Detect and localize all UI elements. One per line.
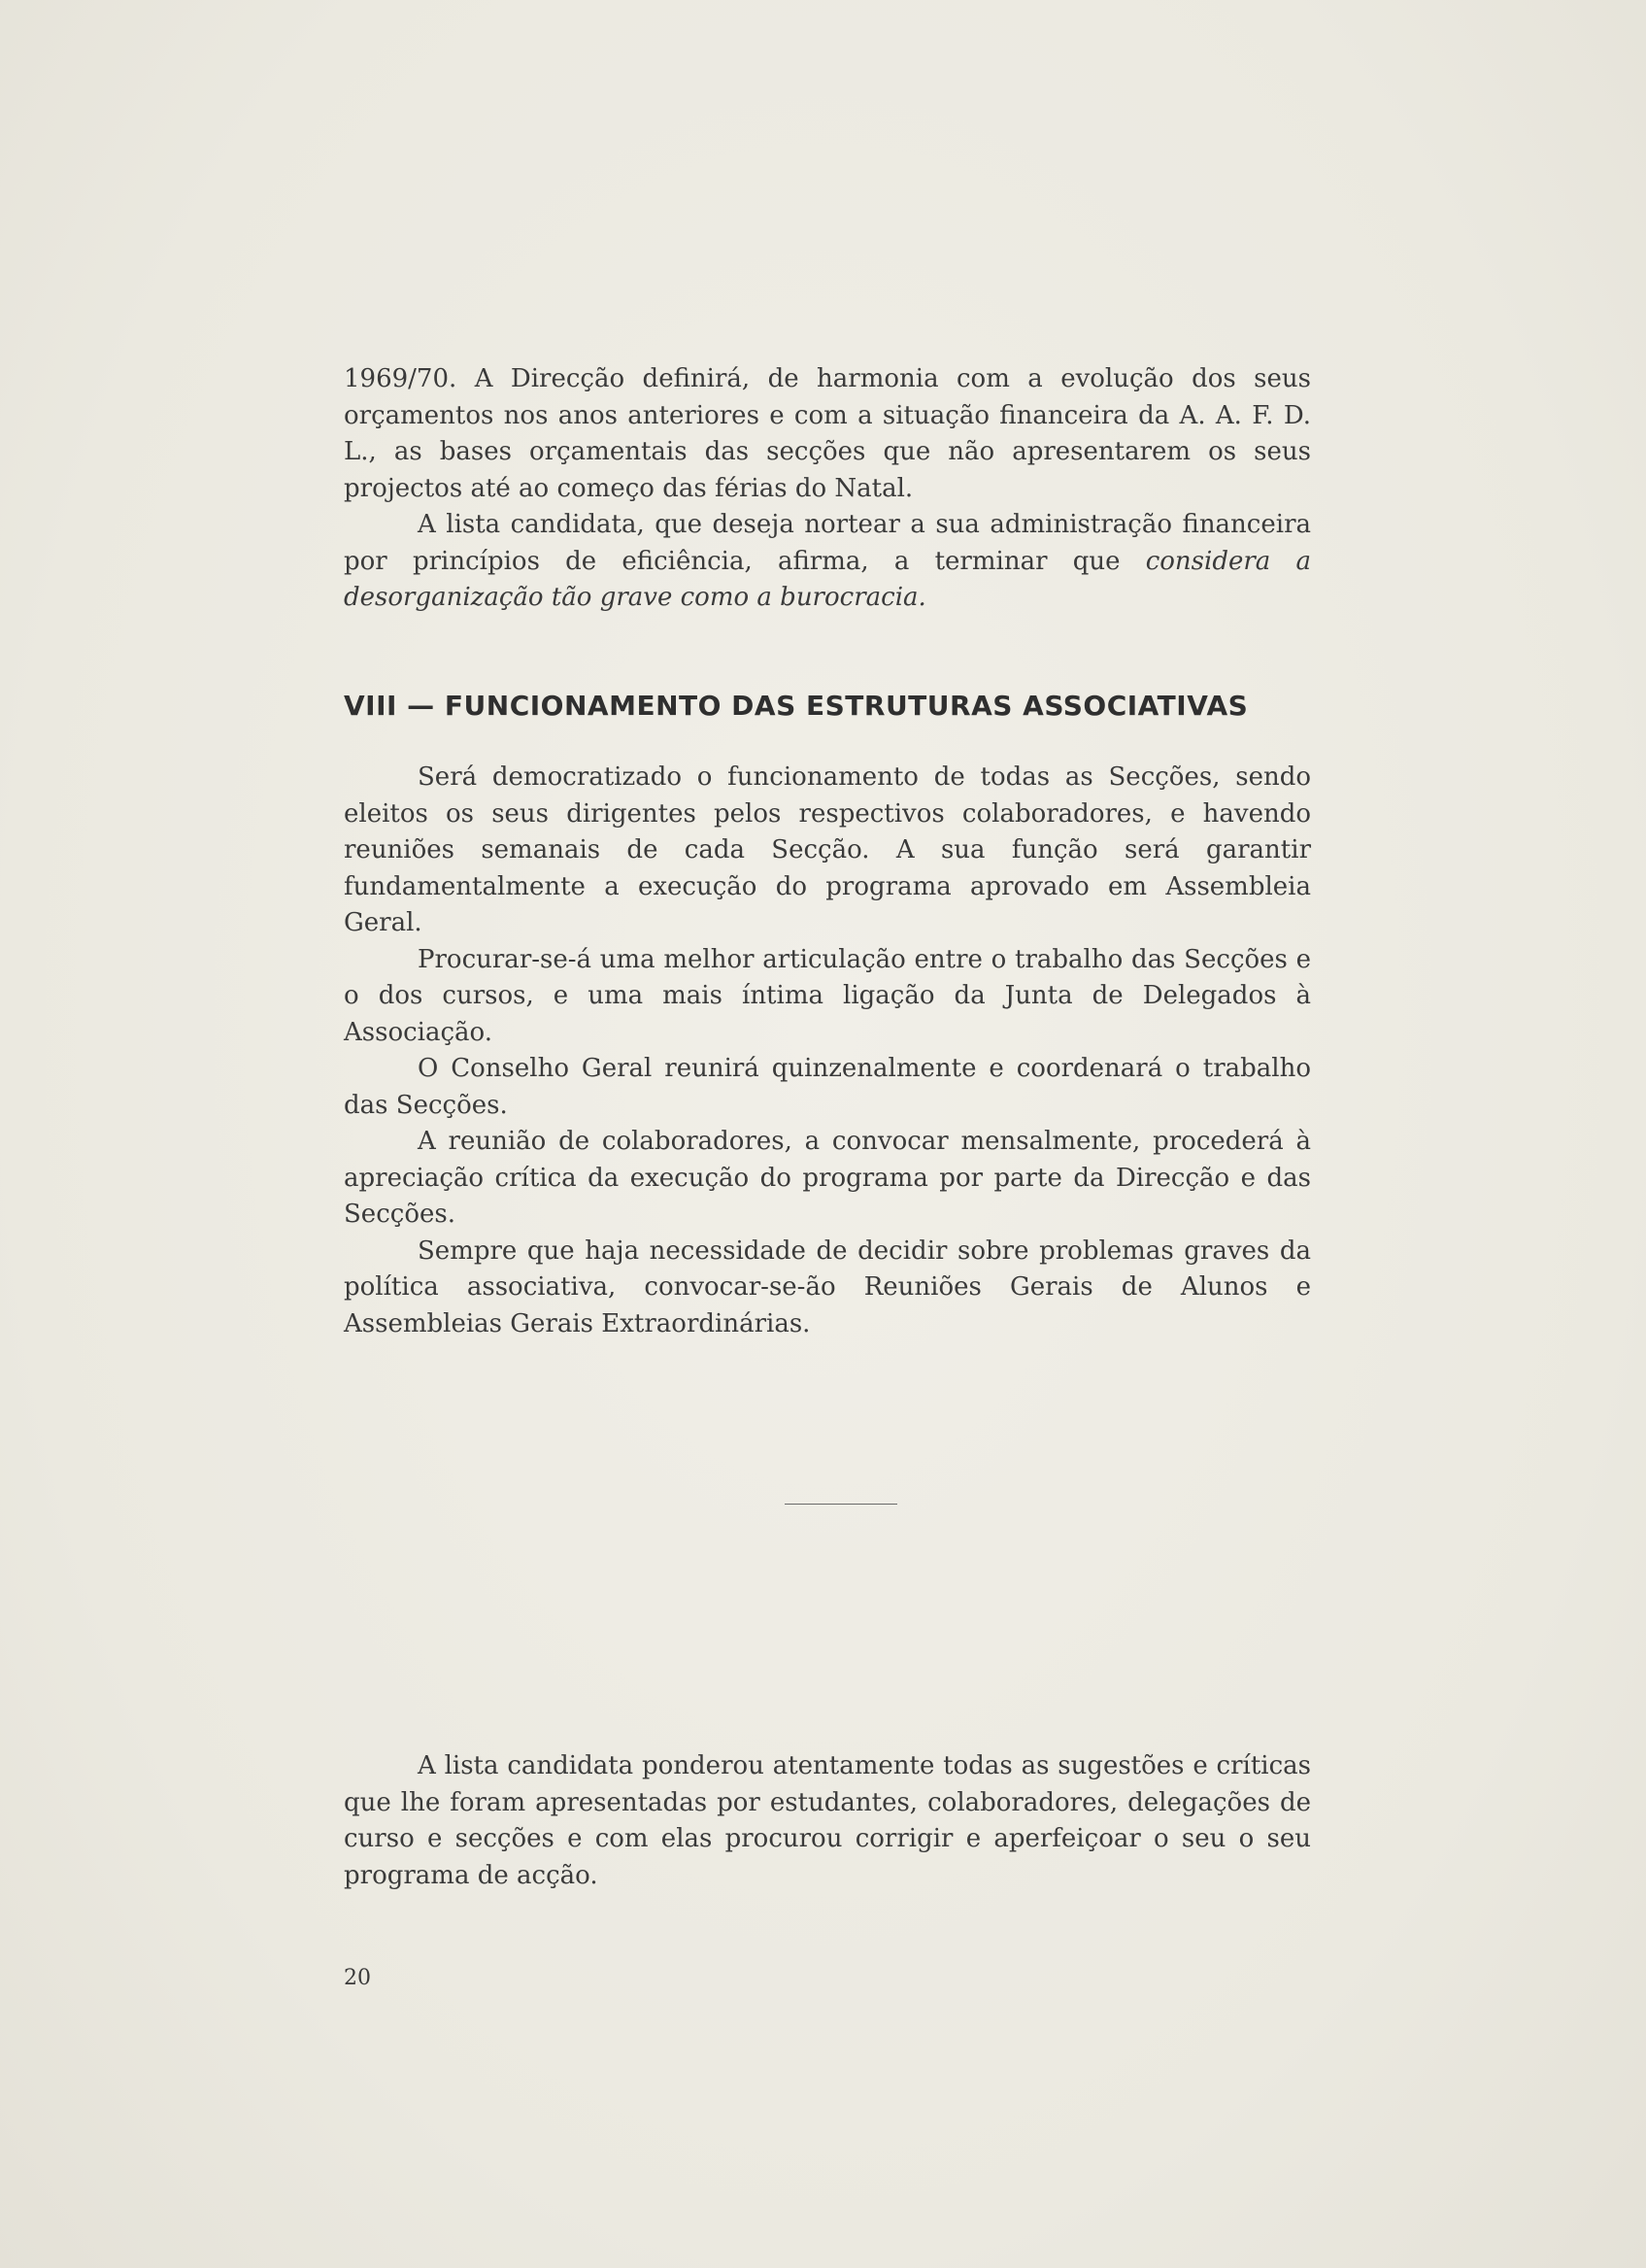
section-divider (785, 1504, 897, 1505)
paragraph-general-council: O Conselho Geral reunirá quinzenalmente e coordenará o trabalho das Secções. (344, 1054, 1311, 1120)
section-8-body (344, 760, 1311, 1342)
paragraph-general-assemblies: Sempre que haja necessidade de decidir sobre problemas graves da política associativa, convocar-se-ão Reuniões Gerais de Alunos e Assembleias Gerais Extraordinárias. (344, 1236, 1311, 1338)
section-7-continuation (344, 361, 1311, 617)
closing-section (344, 1748, 1311, 1894)
paragraph-democratization: Será democratizado o funcionamento de todas as Secções, sendo eleitos os seus dirigentes pelos respectivos colaboradores, e havendo reuniões semanais de cada Secção. A sua função será garantir fundamentalmente a execução do programa aprovado em Assembleia Geral. (344, 762, 1311, 937)
closing-statement-emphasis: considera a desorganização tão grave como a burocracia. (344, 546, 1312, 612)
paragraph-budget: 1969/70. A Direcção definirá, de harmonia com a evolução dos seus orçamentos nos anos anteriores e com a situação financeira da A. A. F. D. L., as bases orçamentais das secções que não apresentarem os seus projectos até ao começo das férias do Natal. (344, 364, 1311, 503)
section-heading: VIII — FUNCIONAMENTO DAS ESTRUTURAS ASSOCIATIVAS (344, 690, 1249, 722)
closing-statement-text: A lista candidata, que deseja nortear a sua administração financeira por princípios de eficiência, afirma, a terminar que (344, 510, 1311, 576)
paragraph-collaborators-meeting: A reunião de colaboradores, a convocar mensalmente, procederá à apreciação crítica da execução do programa por parte da Direcção e das Secções. (344, 1127, 1311, 1229)
paragraph-articulation: Procurar-se-á uma melhor articulação entre o trabalho das Secções e o dos cursos, e uma mais íntima ligação da Junta de Delegados à Associação. (344, 944, 1311, 1047)
page-number: 20 (344, 1966, 371, 1990)
paragraph-closing-statement (344, 507, 1311, 617)
paragraph-final-remarks: A lista candidata ponderou atentamente todas as sugestões e críticas que lhe foram apresentadas por estudantes, colaboradores, delegações de curso e secções e com elas procurou corrigir e aperfeiçoar o seu o seu programa de acção. (344, 1751, 1311, 1890)
